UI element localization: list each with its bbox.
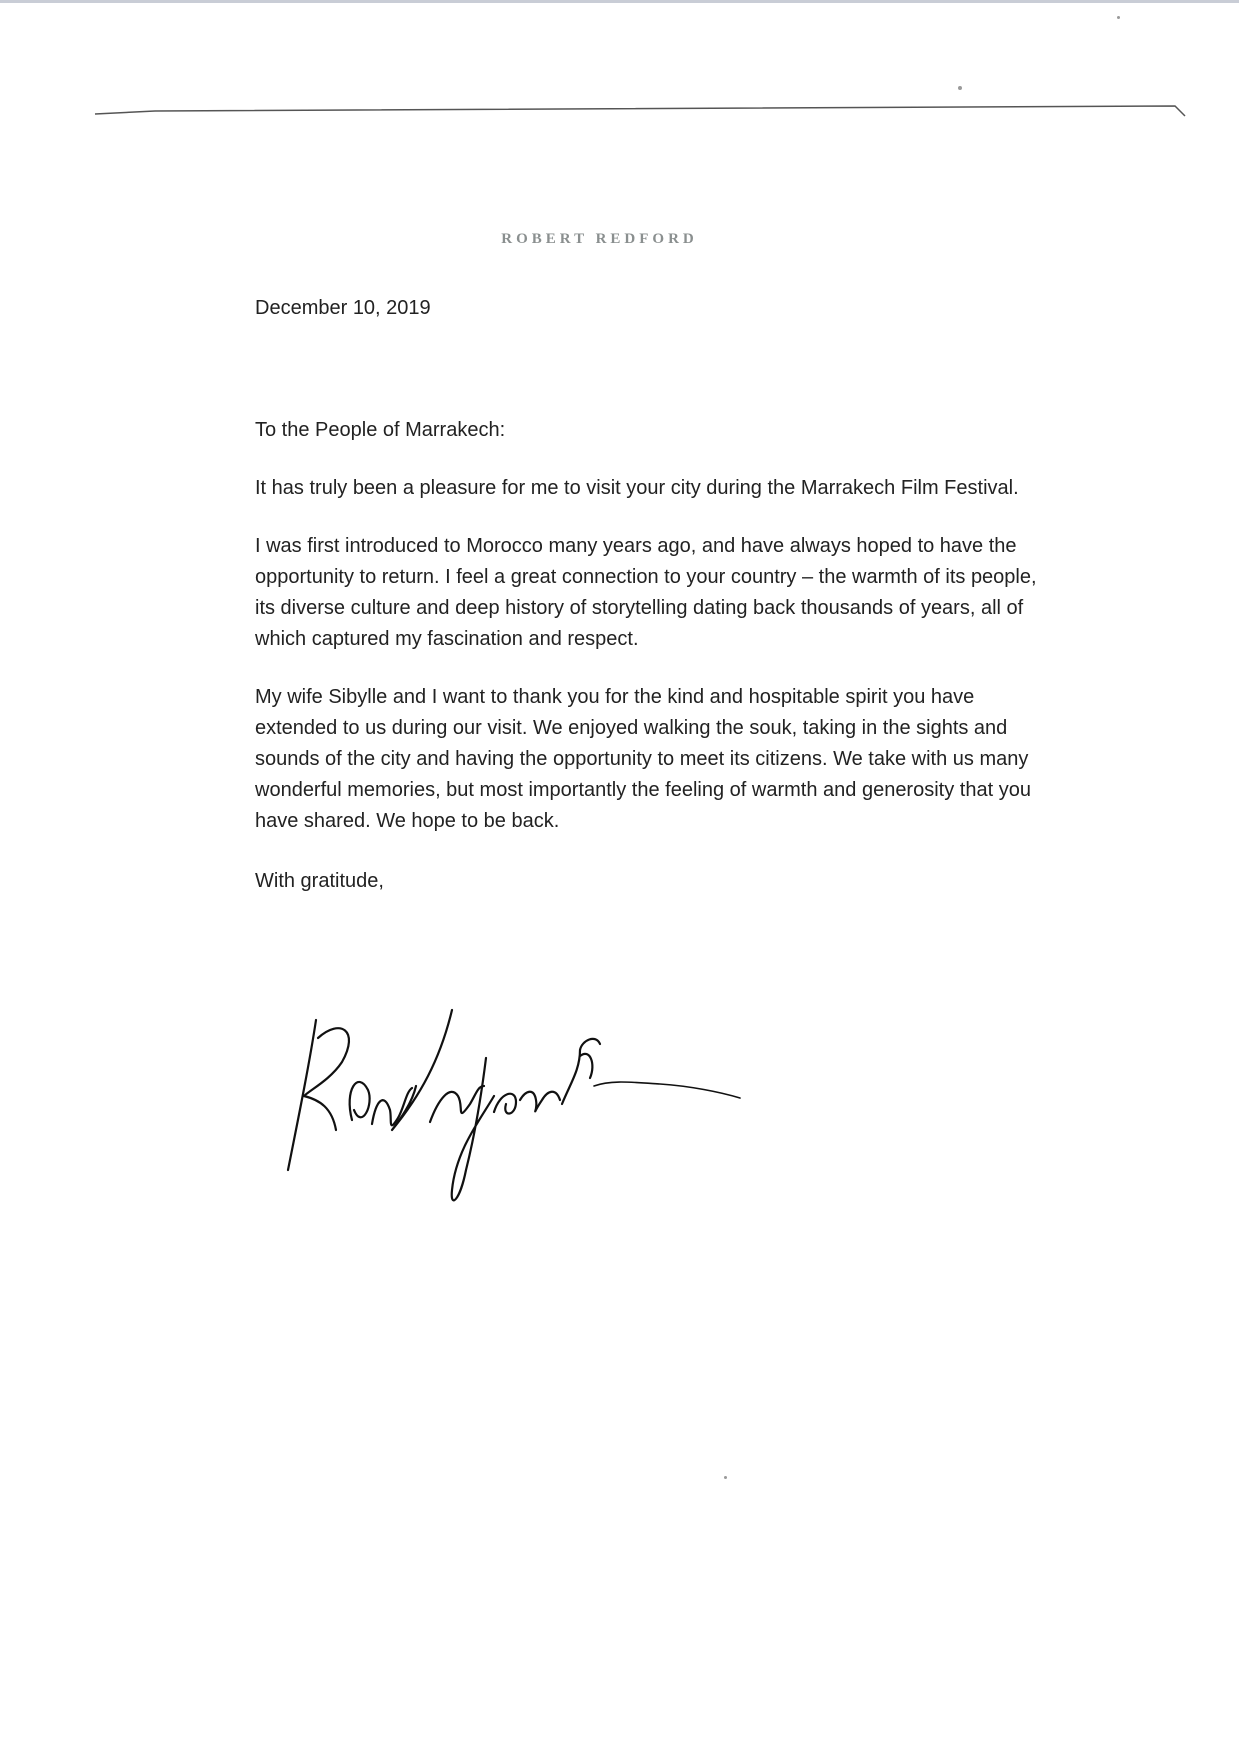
letterhead: ROBERT REDFORD [501, 231, 698, 247]
scan-speck [724, 1476, 727, 1479]
closing: With gratitude, [255, 870, 384, 892]
handwritten-signature-icon [280, 1000, 750, 1220]
paragraph-1: It has truly been a pleasure for me to visit your city during the Marrakech Film Festival. [255, 477, 1019, 499]
paragraph-2: I was first introduced to Morocco many years ago, and have always hoped to have the opportunity to return. I feel a great connection to your country – the warmth of its people, its diverse culture and deep history of storytelling dating back thousands of years, all of which captured my fascination and respect. [255, 535, 1037, 650]
letter-body [255, 293, 1055, 897]
letter-date: December 10, 2019 [255, 297, 431, 319]
paper-edge-line [95, 100, 1185, 130]
salutation: To the People of Marrakech: [255, 419, 506, 441]
scan-speck [958, 86, 962, 90]
scan-speck [1117, 16, 1120, 19]
scan-edge [0, 0, 1239, 3]
paragraph-3: My wife Sibylle and I want to thank you for the kind and hospitable spirit you have extended to us during our visit. We enjoyed walking the souk, taking in the sights and sounds of the city and having the opportunity to meet its citizens. We take with us many wonderful memories, but most importantly the feeling of warmth and generosity that you have shared. We hope to be back. [255, 686, 1031, 832]
